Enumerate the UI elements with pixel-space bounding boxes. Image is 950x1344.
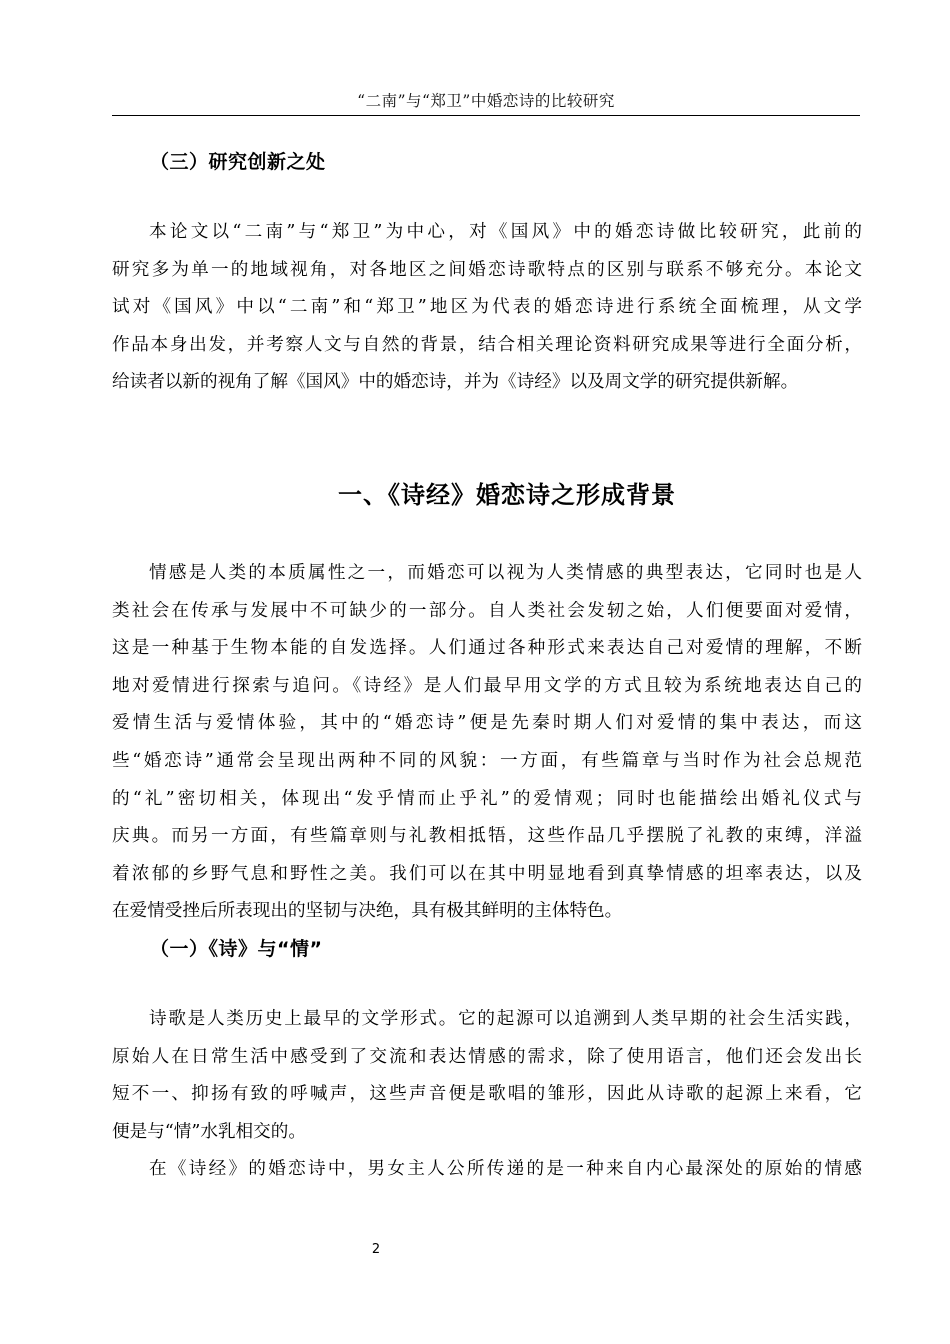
paragraph-line: 类社会在传承与发展中不可缺少的一部分。自人类社会发轫之始，人们便要面对爱情， — [112, 600, 862, 621]
paragraph-line: 些“婚恋诗”通常会呈现出两种不同的风貌：一方面，有些篇章与当时作为社会总规范 — [112, 750, 862, 771]
page-number: 2 — [371, 1242, 381, 1257]
paragraph-line: 的“礼”密切相关，体现出“发乎情而止乎礼”的爱情观；同时也能描绘出婚礼仪式与 — [112, 788, 862, 809]
paragraph-line: 诗歌是人类历史上最早的文学形式。它的起源可以追溯到人类早期的社会生活实践， — [149, 1009, 862, 1029]
paragraph-line: 原始人在日常生活中感受到了交流和表达情感的需求，除了使用语言，他们还会发出长 — [112, 1046, 862, 1067]
paragraph-line: 爱情生活与爱情体验，其中的“婚恋诗”便是先秦时期人们对爱情的集中表达，而这 — [112, 713, 862, 734]
section-heading-research-innovation: （三）研究创新之处 — [150, 151, 326, 173]
running-header-title: “二南”与“郑卫”中婚恋诗的比较研究 — [357, 92, 615, 110]
paragraph-formation-background — [112, 555, 862, 931]
paragraph-line: 试对《国风》中以“二南”和“郑卫”地区为代表的婚恋诗进行系统全面梳理，从文学 — [112, 297, 862, 318]
paragraph-line: 便是与“情”水乳相交的。 — [112, 1121, 306, 1142]
paragraph-line: 庆典。而另一方面，有些篇章则与礼教相抵牾，这些作品几乎摆脱了礼教的束缚，洋溢 — [112, 826, 862, 847]
paragraph-line: 着浓郁的乡野气息和野性之美。我们可以在其中明显地看到真挚情感的坦率表达，以及 — [112, 863, 862, 884]
paragraph-research-innovation — [112, 214, 862, 402]
paragraph-line: 短不一、抑扬有致的呼喊声，这些声音便是歌唱的雏形，因此从诗歌的起源上来看，它 — [112, 1084, 862, 1105]
paragraph-line: 给读者以新的视角了解《国风》中的婚恋诗，并为《诗经》以及周文学的研究提供新解。 — [112, 372, 799, 393]
header-divider — [112, 115, 860, 116]
paragraph-line: 作品本身出发，并考察人文与自然的背景，结合相关理论资料研究成果等进行全面分析， — [112, 334, 862, 355]
paragraph-line: 研究多为单一的地域视角，对各地区之间婚恋诗歌特点的区别与联系不够充分。本论文 — [112, 259, 862, 280]
section-heading-poetry-and-emotion: （一）《诗》与“情” — [150, 938, 323, 960]
paragraph-line: 这是一种基于生物本能的自发选择。人们通过各种形式来表达自己对爱情的理解，不断 — [112, 638, 862, 659]
paragraph-line: 情感是人类的本质属性之一，而婚恋可以视为人类情感的典型表达，它同时也是人 — [149, 563, 862, 583]
chapter-heading-formation-background: 一、《诗经》婚恋诗之形成背景 — [338, 481, 676, 509]
paragraph-poetry-origin — [112, 1001, 862, 1151]
paragraph-marriage-poems-emotion — [112, 1151, 862, 1189]
paragraph-line: 本论文以“二南”与“郑卫”为中心，对《国风》中的婚恋诗做比较研究，此前的 — [149, 222, 862, 242]
paragraph-line: 地对爱情进行探索与追问。《诗经》是人们最早用文学的方式且较为系统地表达自己的 — [112, 675, 862, 696]
paragraph-line: 在爱情受挫后所表现出的坚韧与决绝，具有极其鲜明的主体特色。 — [112, 901, 623, 922]
paragraph-line: 在《诗经》的婚恋诗中，男女主人公所传递的是一种来自内心最深处的原始的情感 — [149, 1159, 862, 1179]
